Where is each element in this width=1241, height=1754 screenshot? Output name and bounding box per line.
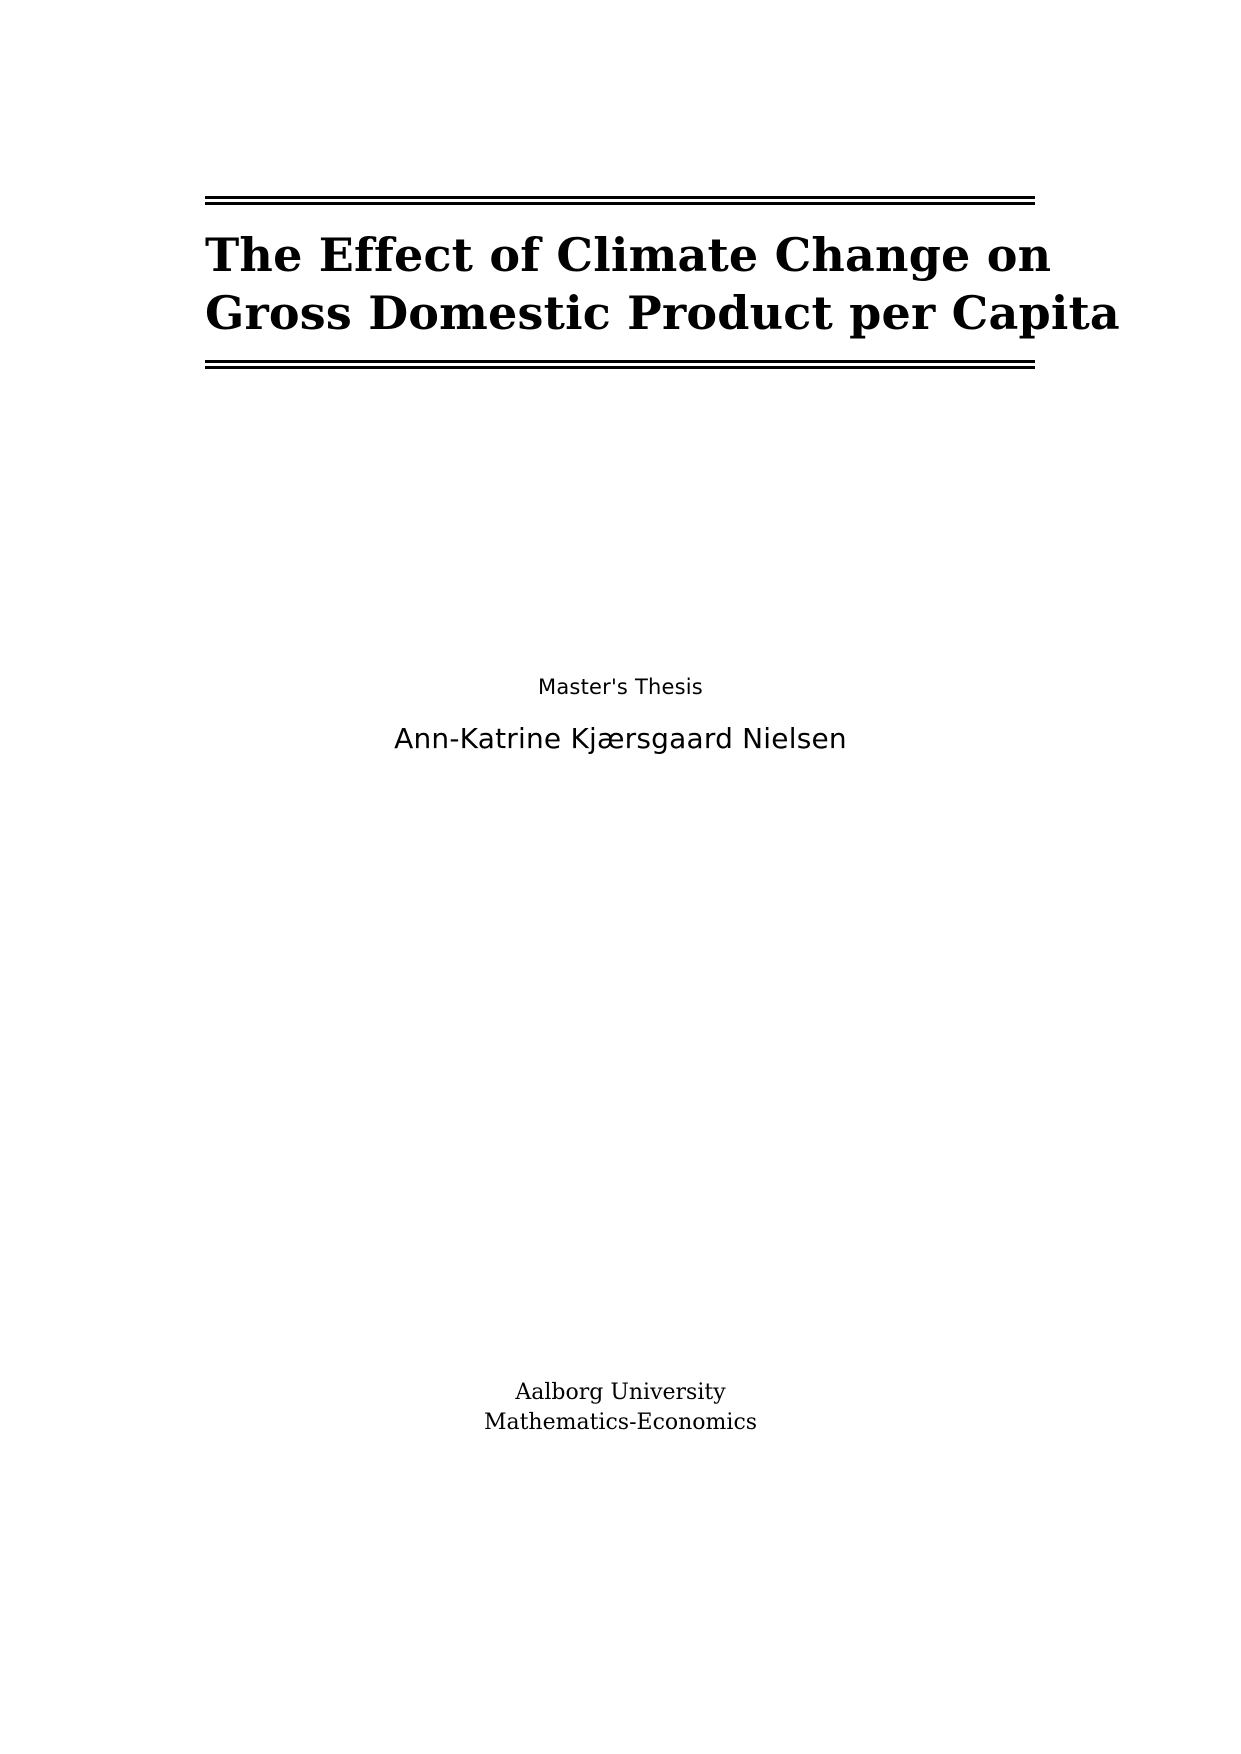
page-title-line-1: The Effect of Climate Change on [205, 228, 1052, 282]
department-name: Mathematics-Economics [483, 1409, 758, 1435]
author-name: Ann-Katrine Kjærsgaard Nielsen [394, 721, 847, 755]
thesis-type: Master's Thesis [538, 675, 703, 699]
title-block [205, 196, 1120, 369]
thesis-meta [0, 672, 1241, 760]
institution-name: Aalborg University [515, 1380, 726, 1405]
title-rule-top [205, 196, 1035, 205]
page-title-line-2: Gross Domestic Product per Capita [205, 285, 1120, 340]
institution-block [0, 1378, 1241, 1437]
page-title [205, 205, 1120, 360]
title-rule-bottom [205, 360, 1035, 369]
